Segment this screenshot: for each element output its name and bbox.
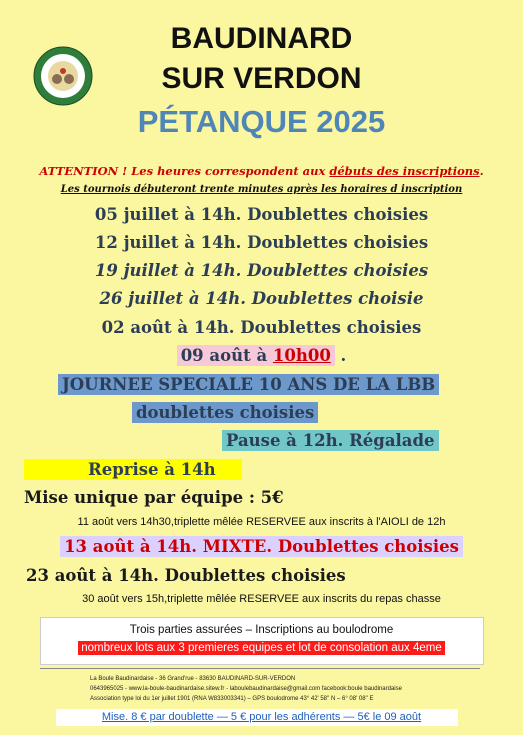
event-02-aout: 02 août à 14h. Doublettes choisies xyxy=(101,318,422,337)
event-13-aout-label: 13 août à 14h. MIXTE. Doublettes choisies xyxy=(60,536,463,557)
footer-line1: Trois parties assurées – Inscriptions au boulodrome xyxy=(129,624,394,636)
notice-subtitle: Les tournois débuteront trente minutes après les horaires d inscription xyxy=(60,184,463,195)
pause-label: Pause à 12h. Régalade xyxy=(222,430,439,451)
special-day-subtitle-label: doublettes choisies xyxy=(132,402,318,423)
divider xyxy=(40,668,480,669)
triplette-11-aout: 11 août vers 14h30,triplette mêlée RESERVEE aux inscrits à l'AIOLI de 12h xyxy=(77,516,446,528)
event-12-juillet: 12 juillet à 14h. Doublettes choisies xyxy=(94,233,429,252)
special-day-subtitle xyxy=(132,402,318,423)
event-23-aout: 23 août à 14h. Doublettes choisies xyxy=(26,566,346,585)
attention-suffix: . xyxy=(479,164,484,178)
page-title-line3: PÉTANQUE 2025 xyxy=(137,104,386,139)
footer-line2 xyxy=(0,642,523,654)
bottom-price-note xyxy=(0,711,523,723)
event-09-aout xyxy=(0,345,523,366)
special-day-label: JOURNEE SPECIALE 10 ANS DE LA LBB xyxy=(58,374,439,395)
association-info xyxy=(90,674,402,704)
mise-unique: Mise unique par équipe : 5€ xyxy=(24,488,284,507)
attention-notice xyxy=(0,164,523,178)
triplette-30-aout: 30 août vers 15h,triplette mêlée RESERVEE aux inscrits du repas chasse xyxy=(82,593,441,605)
event-26-juillet: 26 juillet à 14h. Doublettes choisie xyxy=(99,289,424,308)
event-09-aout-date: 09 août à xyxy=(180,346,273,365)
info-association: Association type loi du 1er juillet 1901 (RNA W833003341) – GPS boulodrome 43° 42' 58'' N – 6° 08' 08'' E xyxy=(90,696,374,702)
page-title-line1: BAUDINARD xyxy=(170,22,353,55)
event-13-aout-mixte xyxy=(0,536,523,557)
page-title-line2: SUR VERDON xyxy=(161,62,362,95)
attention-prefix: ATTENTION ! Les heures correspondent aux xyxy=(39,164,330,178)
event-09-aout-suffix: . xyxy=(334,346,347,365)
pause-note xyxy=(222,430,439,451)
special-day-title xyxy=(58,374,439,395)
footer-line2-label: nombreux lots aux 3 premieres equipes et lot de consolation aux 4eme xyxy=(78,641,445,655)
bottom-price-label: Mise. 8 € par doublette — 5 € pour les adhérents — 5€ le 09 août xyxy=(101,711,422,723)
event-19-juillet: 19 juillet à 14h. Doublettes choisies xyxy=(94,261,429,280)
reprise-note xyxy=(24,459,242,480)
attention-underlined: débuts des inscriptions xyxy=(329,164,480,178)
reprise-label: Reprise à 14h xyxy=(24,459,242,480)
info-address: La Boule Baudinardaise - 36 Grand'rue - 83630 BAUDINARD-SUR-VERDON xyxy=(90,676,296,682)
event-05-juillet: 05 juillet à 14h. Doublettes choisies xyxy=(94,205,429,224)
event-09-aout-highlight xyxy=(177,345,335,366)
info-contact: 0643965025 - www.la-boule-baudinardaise.sitew.fr - laboulebaudinardaise@gmail.com facebook:boule baudinardaise xyxy=(90,686,402,692)
event-09-aout-time: 10h00 xyxy=(272,346,331,365)
